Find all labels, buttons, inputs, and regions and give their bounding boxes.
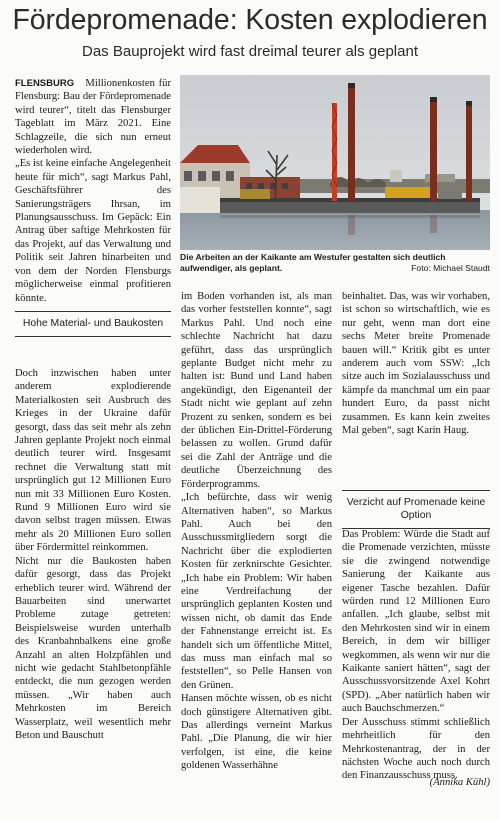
column-2 xyxy=(181,290,332,773)
photo-credit: Foto: Michael Staudt xyxy=(411,263,490,273)
photo-caption xyxy=(180,252,490,274)
paragraph: Doch inzwischen haben unter anderem explodierende Materialkosten seit Ausbruch des Krieges in der Ukraine dafür gesorgt, dass das seit mehr als zehn Jahren geplante Projekt noch einmal deutlich teurer wird. Insgesamt rechnet die Verwaltung statt mit ursprünglich gut 12 Millionen Euro nun mit 33 Millionen Euro Kosten. Rund 9 Millionen Euro wird sie davon selbst tragen müssen. Etwas mehr als 20 Millionen Euro sollen über Fördermittel reinkommen. xyxy=(15,368,171,554)
paragraph-text: Millionenkosten für Flensburg: Bau der Fördepromenade wird teurer“, titelt das Flensburger Tageblatt im März 2021. Eine Schlagzeile, die sich nun erneut wiederholen wird. xyxy=(15,78,171,157)
column-1-top xyxy=(15,77,171,305)
paragraph: Nicht nur die Baukosten haben dafür gesorgt, dass das Projekt erheblich teurer wird. Während der Bauarbeiten sind unerwartet Probleme zutage getreten: Beispielsweise wurden unterhalb des Kranbahnbalkens eine große Anzahl an alten Holzpfählen und nicht wie gedacht Stahlbetonpfähle entdeckt, die nun gezogen werden müssen. „Wir haben auch Mehrkosten im Bereich Wasserplatz, weil wesentlich mehr Beton und Bauschutt xyxy=(15,555,171,741)
paragraph: Der Ausschuss stimmt schließlich mehrheitlich für den Mehrkostenantrag, der in der nächsten Woche auch noch durch den Finanzausschuss muss. xyxy=(342,716,490,782)
paragraph: beinhaltet. Das, was wir vorhaben, ist schon so wirtschaftlich, wie es nur geht, wenn man dort eine sechs Meter breite Promenade bauen will.“ Kritik gibt es unter anderem auch vom SSW: „Ich sitze auch im Sozialausschuss und kämpfe da manchmal um ein paar hundert Euro, da passt nicht zusammen. Es kann kein zweites Mal geben“, sagt Karin Haug. xyxy=(342,291,490,437)
column-3-top xyxy=(342,290,490,437)
subhead-no-option: Verzicht auf Promenade keine Option xyxy=(342,490,490,529)
subhead-material-costs: Hohe Material- und Baukosten xyxy=(15,311,171,337)
headline: Fördepromenade: Kosten explodieren xyxy=(12,4,488,36)
column-1-bottom xyxy=(15,367,171,742)
paragraph: Hansen möchte wissen, ob es nicht doch günstigere Alternativen gibt. Das allerdings verneint Markus Pahl. „Die Planung, die wir hier verfolgen, ist eine, die keine goldenen Wasserhähne xyxy=(181,693,332,772)
author-credit: (Annika Kühl) xyxy=(429,777,490,788)
paragraph: „Es ist keine einfache Angelegenheit heute für mich“, sagt Markus Pahl, Geschäftsführer des Sanierungsträgers Ihrsan, im Planungsausschuss. Im Gepäck: Ein Antrag über saftige Mehrkosten für das Projekt, auf das Verwaltung und Politik seit Jahren hinarbeiten und von dem der Norden Flensburgs möglicherweise einmal profitieren könnte. xyxy=(15,158,171,304)
dateline: FLENSBURG xyxy=(15,78,75,89)
column-3-bottom xyxy=(342,528,490,783)
paragraph xyxy=(15,77,171,157)
paragraph: „Ich befürchte, dass wir wenig Alternativen haben“, so Markus Pahl. Auch bei den Ausschussmitgliedern sorgt die Nachricht über die explodierten Kosten für zerknirschte Gesichter. „Ich habe ein Problem: Wir haben eine Verdreifachung der ursprünglich geplanten Kosten und wissen nicht, ob damit das Ende der Fahnenstange erreicht ist. Es handelt sich um öffentliche Mittel, das muss man einfach mal so feststellen“, so Pelle Hansen von den Grünen. xyxy=(181,492,332,691)
paragraph: Das Problem: Würde die Stadt auf die Promenade verzichten, müsste sie die zwingend notwendige Sanierung der Kaikante aus eigener Tasche bezahlen. Dafür würden rund 12 Millionen Euro anfallen. „Ich glaube, selbst mit den Mehrkosten sind wir in einem Bereich, in dem wir billiger wegkommen, als wenn wir nur die Kaikante saniert hätten“, sagt der Ausschussvorsitzende Axel Kohrt (SPD). „Aber natürlich haben wir auch Bauchschmerzen.“ xyxy=(342,529,490,715)
subheadline: Das Bauprojekt wird fast dreimal teurer als geplant xyxy=(82,43,418,60)
paragraph: im Boden vorhanden ist, als man das vorher feststellen konnte“, sagt Markus Pahl. Und noch eine schlechte Nachricht hat dazu geführt, dass das ursprünglich geplante Budget nicht mehr zu halten ist: Bund und Land haben angekündigt, den Eigenanteil der Stadt nicht wie geplant auf zehn Prozent zu senken, sondern es bei der üblichen Ein-Drittel-Förderung belassen zu wollen. Grund dafür sei die Zahl der Anträge und die deutliche Überzeichnung des Förderprogramms. xyxy=(181,291,332,490)
photo-caption-text: Die Arbeiten an der Kaikante am Westufer gestalten sich deutlich aufwendiger, als geplant. xyxy=(180,252,446,273)
construction-photo xyxy=(180,75,490,250)
construction-photo-image xyxy=(180,75,490,250)
